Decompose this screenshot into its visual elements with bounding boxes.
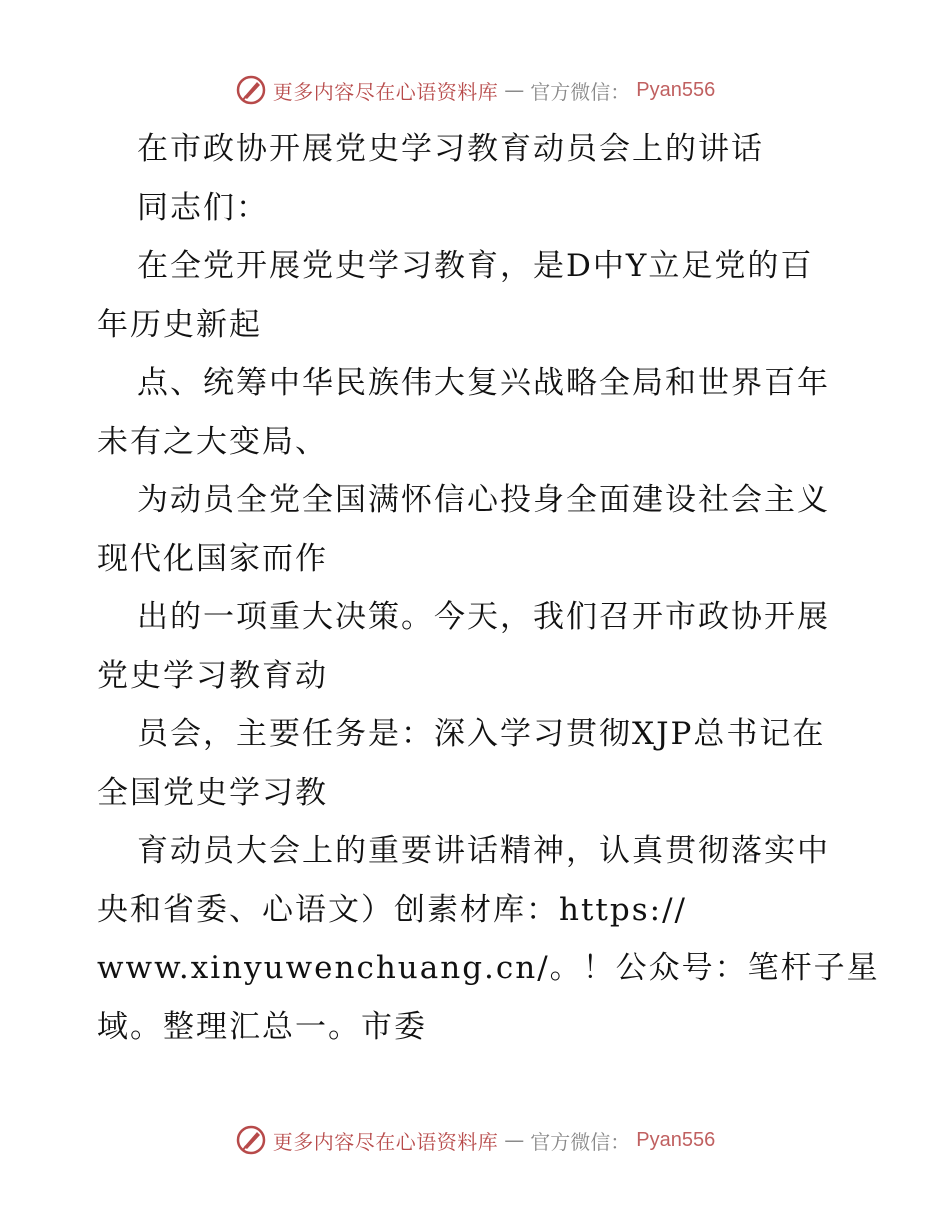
paragraph-line: 点、统筹中华民族伟大复兴战略全局和世界百年 [137,365,830,401]
paragraph-line: 出的一项重大决策。今天，我们召开市政协开展 [137,599,830,635]
watermark-wechat-id: Pyan556 [636,78,716,101]
watermark-wechat-id: Pyan556 [636,1128,716,1151]
watermark-wechat-label: 官方微信： [530,79,631,104]
document-title: 在市政协开展党史学习教育动员会上的讲话 [137,131,764,167]
watermark-text: 更多内容尽在心语资料库 [272,79,499,104]
watermark-wechat-label: 官方微信： [530,1129,631,1154]
quill-pen-logo-icon [235,74,267,106]
footer-watermark-banner [0,1120,950,1160]
header-watermark-banner [0,70,950,110]
watermark-text: 更多内容尽在心语资料库 [272,1129,499,1154]
watermark-separator: — [504,78,525,102]
paragraph-line: 全国党史学习教 [97,774,328,811]
document-body [97,120,880,1056]
paragraph-line: 员会，主要任务是：深入学习贯彻XJP总书记在 [137,716,826,752]
paragraph-line: 未有之大变局、 [97,423,328,460]
paragraph-line: 育动员大会上的重要讲话精神，认真贯彻落实中 [137,833,830,869]
paragraph-line: 央和省委、心语文）创素材库：https:// [97,891,687,928]
salutation: 同志们： [137,189,269,226]
paragraph-line: 在全党开展党史学习教育，是D中Y立足党的百 [137,248,814,284]
paragraph-line: 年历史新起 [97,306,262,343]
paragraph-line: www.xinyuwenchuang.cn/。！公众号：笔杆子星 [97,950,880,986]
paragraph-line: 党史学习教育动 [97,657,328,694]
quill-pen-logo-icon [235,1124,267,1156]
paragraph-line: 现代化国家而作 [97,540,328,577]
paragraph-line: 域。整理汇总一。市委 [97,1008,427,1045]
watermark-separator: — [504,1128,525,1152]
paragraph-line: 为动员全党全国满怀信心投身全面建设社会主义 [137,482,830,518]
